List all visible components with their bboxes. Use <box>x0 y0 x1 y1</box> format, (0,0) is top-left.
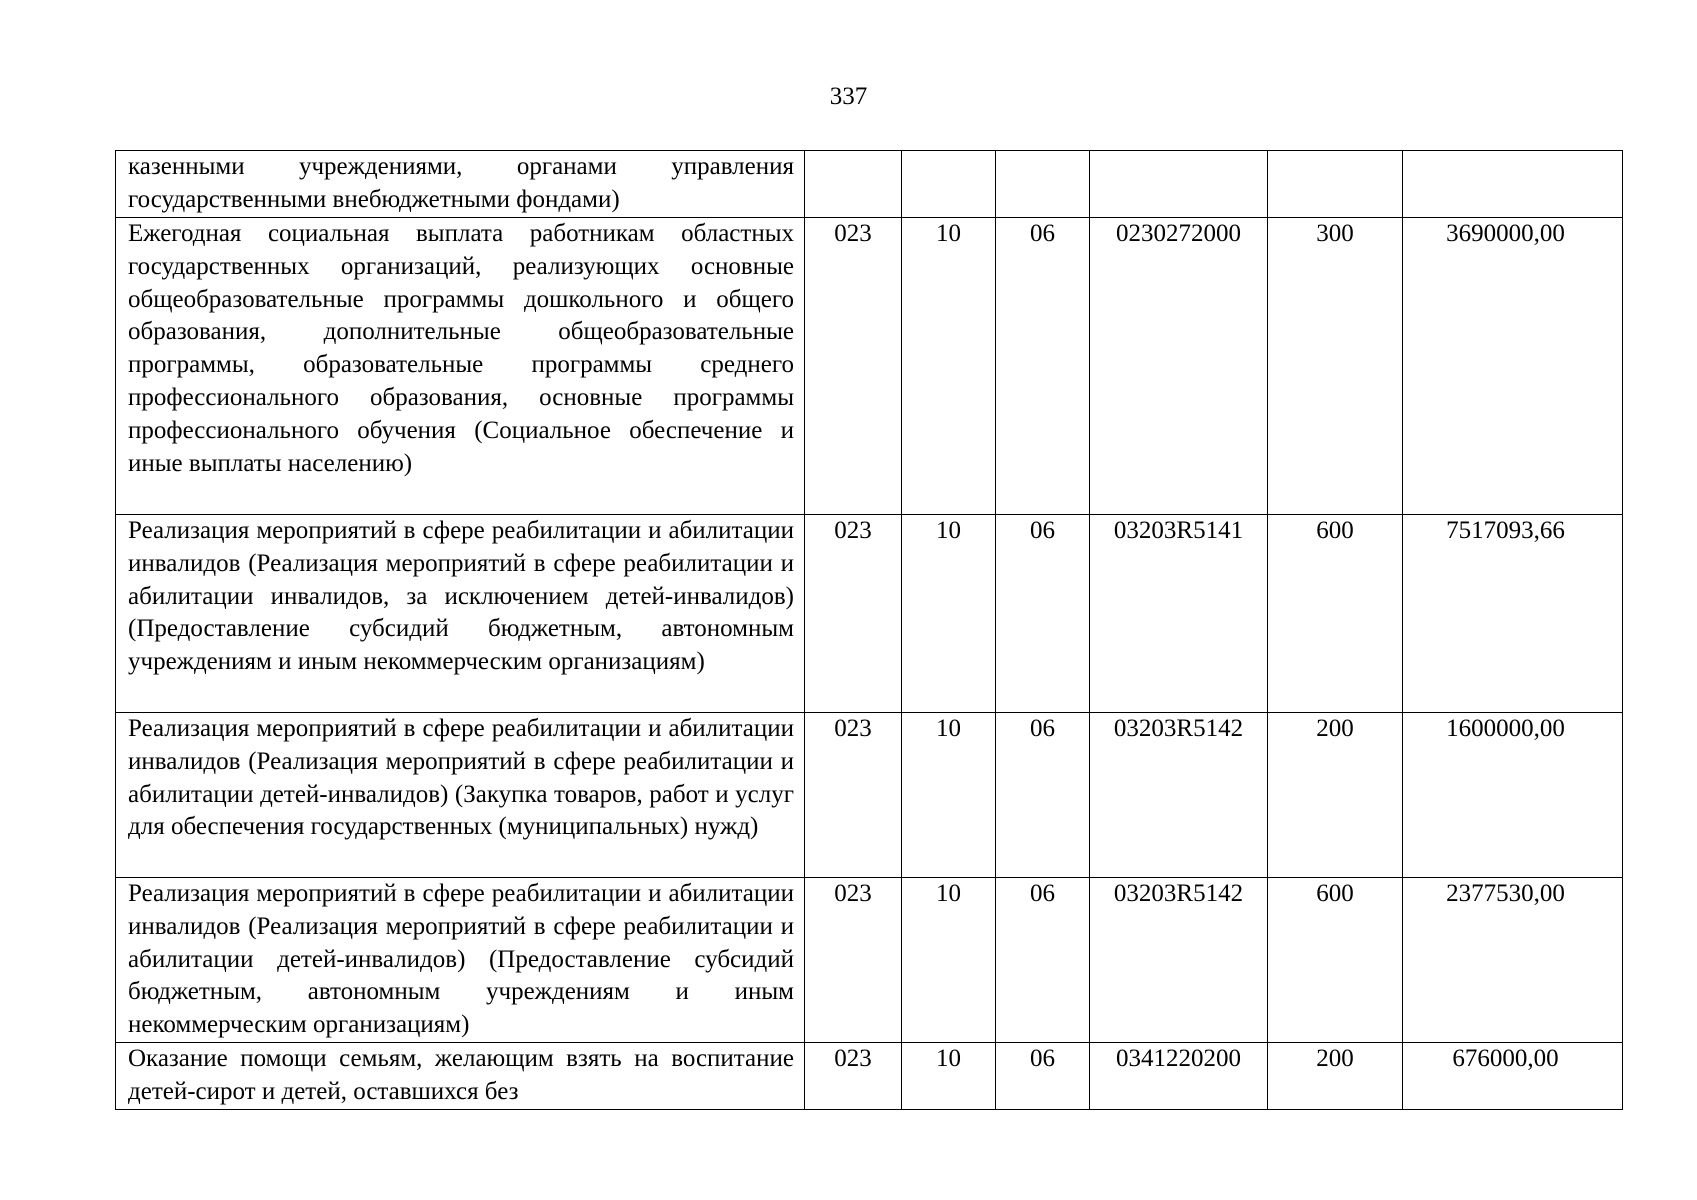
row-ministry-code <box>805 151 902 218</box>
row-subsection-code: 06 <box>996 713 1090 878</box>
row-expense-type: 200 <box>1268 1043 1403 1110</box>
table-row <box>116 515 1623 713</box>
row-ministry-code: 023 <box>805 1043 902 1110</box>
row-target-article: 0230272000 <box>1090 218 1268 515</box>
row-target-article: 0341220200 <box>1090 1043 1268 1110</box>
row-target-article: 03203R5142 <box>1090 878 1268 1043</box>
row-target-article <box>1090 151 1268 218</box>
row-expense-type: 600 <box>1268 878 1403 1043</box>
table-row <box>116 878 1623 1043</box>
row-subsection-code: 06 <box>996 515 1090 713</box>
table-row <box>116 1043 1623 1110</box>
row-expense-type: 200 <box>1268 713 1403 878</box>
row-amount: 3690000,00 <box>1403 218 1623 515</box>
row-description: Реализация мероприятий в сфере реабилитации и абилитации инвалидов (Реализация мероприятий в сфере реабилитации и абилитации детей-инвалидов) (Предоставление субсидий бюджетным, автономным учреждениям и иным некоммерческим организациям) <box>116 878 805 1043</box>
row-target-article: 03203R5141 <box>1090 515 1268 713</box>
row-subsection-code <box>996 151 1090 218</box>
row-ministry-code: 023 <box>805 713 902 878</box>
row-subsection-code: 06 <box>996 1043 1090 1110</box>
row-description: Реализация мероприятий в сфере реабилитации и абилитации инвалидов (Реализация мероприятий в сфере реабилитации и абилитации детей-инвалидов) (Закупка товаров, работ и услуг для обеспечения государственных (муниципальных) нужд) <box>116 713 805 878</box>
table-row <box>116 713 1623 878</box>
row-ministry-code: 023 <box>805 218 902 515</box>
row-ministry-code: 023 <box>805 878 902 1043</box>
row-expense-type: 300 <box>1268 218 1403 515</box>
row-target-article: 03203R5142 <box>1090 713 1268 878</box>
row-description: Ежегодная социальная выплата работникам областных государственных организаций, реализующих основные общеобразовательные программы дошкольного и общего образования, дополнительные общеобразовательные программы, образовательные программы среднего профессионального образования, основные программы профессионального обучения (Социальное обеспечение и иные выплаты населению) <box>116 218 805 515</box>
row-subsection-code: 06 <box>996 218 1090 515</box>
row-description: Реализация мероприятий в сфере реабилитации и абилитации инвалидов (Реализация мероприятий в сфере реабилитации и абилитации инвалидов, за исключением детей-инвалидов) (Предоставление субсидий бюджетным, автономным учреждениям и иным некоммерческим организациям) <box>116 515 805 713</box>
row-expense-type: 600 <box>1268 515 1403 713</box>
row-amount <box>1403 151 1623 218</box>
row-section-code <box>902 151 996 218</box>
row-ministry-code: 023 <box>805 515 902 713</box>
row-expense-type <box>1268 151 1403 218</box>
row-section-code: 10 <box>902 1043 996 1110</box>
table-row <box>116 151 1623 218</box>
page-number: 337 <box>829 83 868 110</box>
row-section-code: 10 <box>902 218 996 515</box>
budget-table <box>115 150 1623 1110</box>
table-row <box>116 218 1623 515</box>
row-amount: 676000,00 <box>1403 1043 1623 1110</box>
row-description: Оказание помощи семьям, желающим взять на воспитание детей-сирот и детей, оставшихся без <box>116 1043 805 1110</box>
row-description: казенными учреждениями, органами управления государственными внебюджетными фондами) <box>116 151 805 218</box>
row-section-code: 10 <box>902 878 996 1043</box>
row-amount: 7517093,66 <box>1403 515 1623 713</box>
row-amount: 1600000,00 <box>1403 713 1623 878</box>
row-amount: 2377530,00 <box>1403 878 1623 1043</box>
row-section-code: 10 <box>902 515 996 713</box>
row-section-code: 10 <box>902 713 996 878</box>
row-subsection-code: 06 <box>996 878 1090 1043</box>
